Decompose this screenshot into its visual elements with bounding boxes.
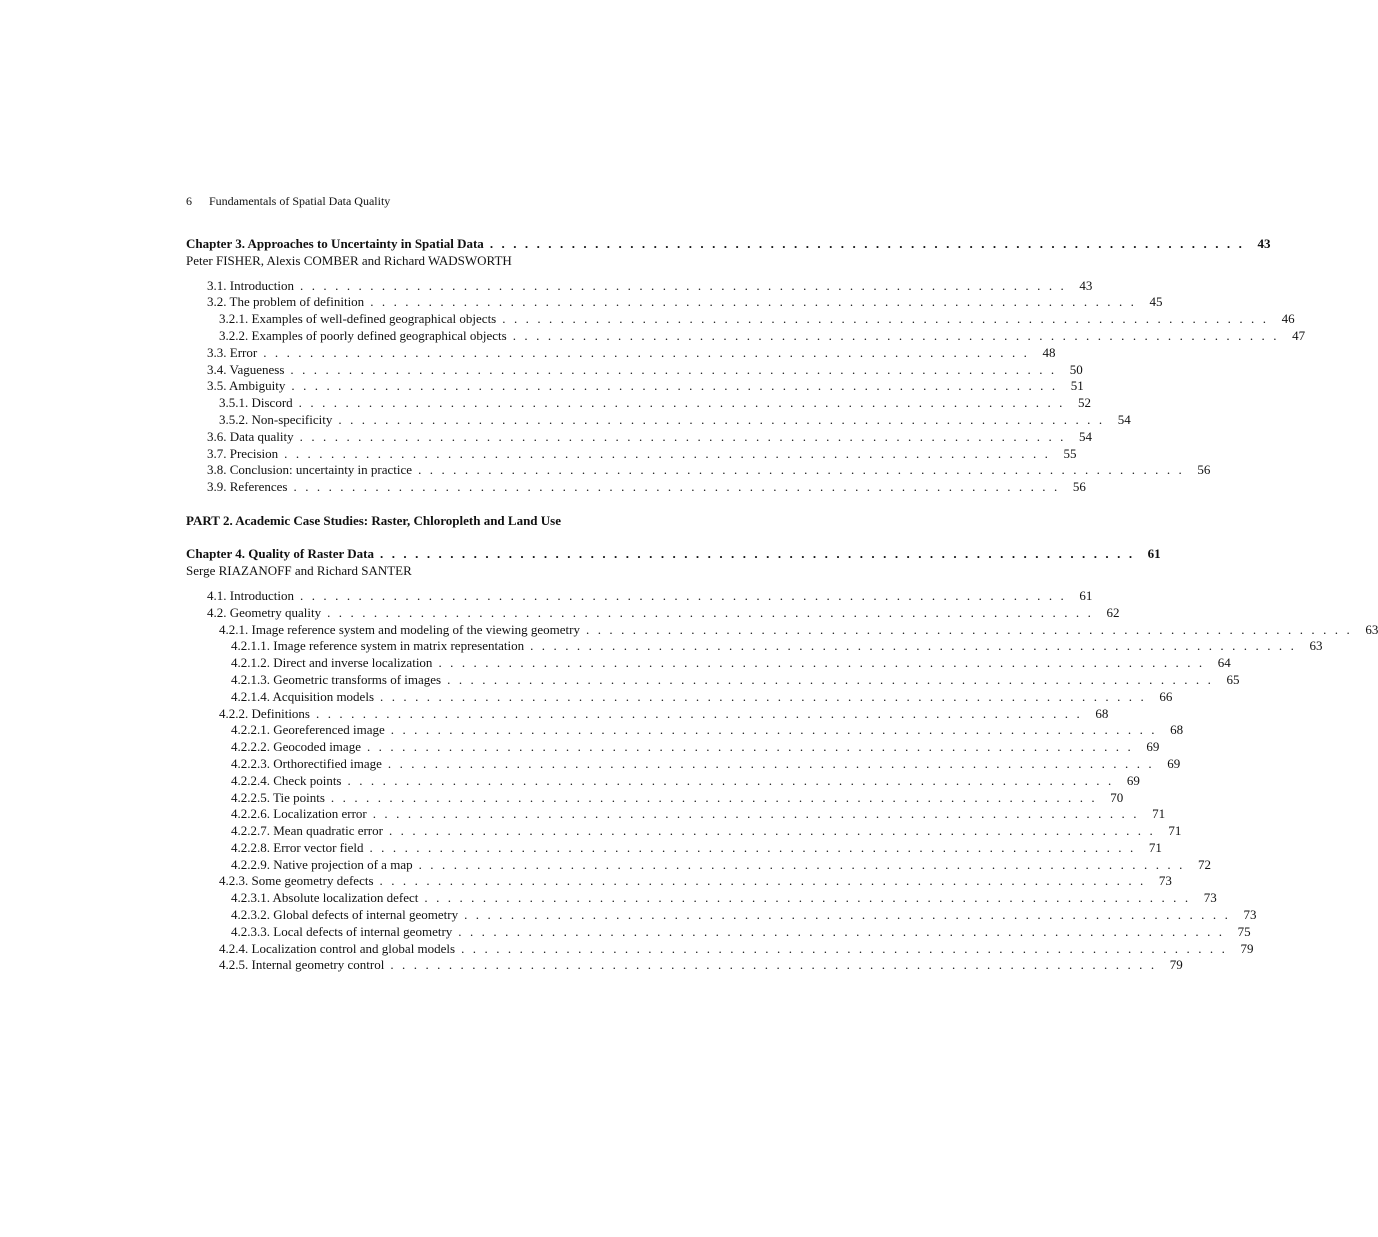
entry-page: 62 (1106, 604, 1120, 620)
part-2-heading: PART 2. Academic Case Studies: Raster, Chloropleth and Land Use (186, 512, 562, 528)
entry-title: 4.2.3. Some geometry defects (219, 873, 374, 889)
toc-entry[interactable] (186, 294, 1163, 311)
toc-entry[interactable] (186, 479, 1086, 496)
dot-leader: . . . . . . . . . . . . . . . . . . . . . . . . . . . . . . . . . . . . . . . . . . . . . . . . . . . . . . . . . . . . . . . . . . (316, 705, 1083, 721)
entry-title: 3.8. Conclusion: uncertainty in practice (207, 462, 413, 478)
dot-leader: . . . . . . . . . . . . . . . . . . . . . . . . . . . . . . . . . . . . . . . . . . . . . . . . . . . . . . . . . . . . . . . . . . (418, 462, 1185, 478)
entry-title: 4.2.5. Internal geometry control (219, 957, 385, 973)
chapter-3-heading[interactable] (186, 236, 1271, 253)
dot-leader: . . . . . . . . . . . . . . . . . . . . . . . . . . . . . . . . . . . . . . . . . . . . . . . . . . . . . . . . . . . . . . . . . . (388, 823, 1156, 839)
entry-page: 69 (1146, 739, 1160, 755)
toc-entry[interactable] (186, 277, 1093, 295)
toc-entry[interactable] (186, 604, 1120, 622)
dot-leader: . . . . . . . . . . . . . . . . . . . . . . . . . . . . . . . . . . . . . . . . . . . . . . . . . . . . . . . . . . . . . . . . . . (512, 327, 1280, 343)
dot-leader: . . . . . . . . . . . . . . . . . . . . . . . . . . . . . . . . . . . . . . . . . . . . . . . . . . . . . . . . . . . . . . . . . . (379, 873, 1146, 889)
dot-leader: . . . . . . . . . . . . . . . . . . . . . . . . . . . . . . . . . . . . . . . . . . . . . . . . . . . . . . . . . . . . . . . . . . (300, 277, 1067, 293)
entry-title: 3.2. The problem of definition (207, 294, 365, 310)
entry-title: 3.3. Error (207, 344, 258, 360)
toc-entry[interactable] (186, 940, 1254, 958)
entry-title: 4.2.3.3. Local defects of internal geometry (231, 923, 453, 939)
dot-leader: . . . . . . . . . . . . . . . . . . . . . . . . . . . . . . . . . . . . . . . . . . . . . . . . . . . . . . . . . . . . . . . . . . (370, 294, 1137, 310)
entry-page: 66 (1159, 688, 1173, 704)
dot-leader: . . . . . . . . . . . . . . . . . . . . . . . . . . . . . . . . . . . . . . . . . . . . . . . . . . . . . . . . . . . . . . . . . . (263, 344, 1030, 360)
dot-leader: . . . . . . . . . . . . . . . . . . . . . . . . . . . . . . . . . . . . . . . . . . . . . . . . . . . . . . . . . . . . . . . . . . (300, 587, 1067, 603)
toc-entry[interactable] (186, 378, 1084, 395)
toc-entry[interactable] (186, 688, 1173, 706)
entry-title: 4.2.3.1. Absolute localization defect (231, 890, 419, 906)
dot-leader: . . . . . . . . . . . . . . . . . . . . . . . . . . . . . . . . . . . . . . . . . . . . . . . . . . . . . . . . . . . . . . . . . . (586, 621, 1353, 637)
chapter-3-entries (186, 277, 1306, 496)
dot-leader: . . . . . . . . . . . . . . . . . . . . . . . . . . . . . . . . . . . . . . . . . . . . . . . . . . . . . . . . . . . . . . . . . . (390, 957, 1157, 973)
entry-page: 79 (1169, 957, 1183, 973)
entry-title: 4.2.1. Image reference system and modeling of the viewing geometry (219, 621, 580, 637)
entry-title: 3.5.1. Discord (219, 395, 293, 411)
toc-entry[interactable] (186, 638, 1323, 655)
toc-entry[interactable] (186, 823, 1182, 840)
toc-entry[interactable] (186, 739, 1160, 756)
dot-leader: . . . . . . . . . . . . . . . . . . . . . . . . . . . . . . . . . . . . . . . . . . . . . . . . . . . . . . . . . . . . . . . . . . (530, 638, 1297, 654)
toc-entry[interactable] (186, 856, 1211, 874)
entry-page: 73 (1243, 907, 1257, 923)
entry-page: 47 (1292, 327, 1306, 343)
entry-page: 75 (1237, 923, 1251, 939)
toc-entry[interactable] (186, 327, 1306, 345)
entry-title: 3.2.2. Examples of poorly defined geographical objects (219, 327, 507, 343)
entry-title: 3.1. Introduction (207, 277, 295, 293)
dot-leader: . . . . . . . . . . . . . . . . . . . . . . . . . . . . . . . . . . . . . . . . . . . . . . . . . . . . . . . . . . . . . . . . . . (330, 789, 1098, 805)
toc-entry[interactable] (186, 755, 1181, 773)
entry-page: 65 (1226, 671, 1240, 687)
dot-leader: . . . . . . . . . . . . . . . . . . . . . . . . . . . . . . . . . . . . . . . . . . . . . . . . . . . . . . . . . . . . . . . . . . (290, 361, 1057, 377)
toc-entry[interactable] (186, 587, 1093, 605)
toc-entry[interactable] (186, 806, 1166, 823)
entry-title: 3.5.2. Non-specificity (219, 411, 333, 427)
toc-entry[interactable] (186, 395, 1092, 412)
toc-entry[interactable] (186, 923, 1251, 941)
toc-entry[interactable] (186, 705, 1109, 723)
entry-page: 61 (1079, 587, 1093, 603)
chapter-title: Chapter 3. Approaches to Uncertainty in Spatial Data (186, 236, 484, 251)
toc-entry[interactable] (186, 722, 1184, 739)
toc-entry[interactable] (186, 445, 1077, 463)
toc-entry[interactable] (186, 789, 1124, 807)
entry-page: 70 (1110, 789, 1124, 805)
entry-title: 3.5. Ambiguity (207, 378, 286, 394)
dot-leader: . . . . . . . . . . . . . . . . . . . . . . . . . . . . . . . . . . . . . . . . . . . . . . . . . . . . . . . . . . . . . . . . . . (347, 772, 1114, 788)
entry-page: 71 (1152, 806, 1166, 822)
entry-title: 4.2.3.2. Global defects of internal geometry (231, 907, 459, 923)
entry-title: 4.2.2. Definitions (219, 705, 310, 721)
toc-entry[interactable] (186, 462, 1211, 479)
entry-title: 4.2.2.1. Georeferenced image (231, 722, 385, 738)
entry-page: 54 (1117, 411, 1131, 427)
dot-leader: . . . . . . . . . . . . . . . . . . . . . . . . . . . . . . . . . . . . . . . . . . . . . . . . . . . . . . . . . . . . . . . . . . (291, 378, 1058, 394)
page-header (186, 194, 390, 209)
entry-title: 3.7. Precision (207, 445, 279, 461)
toc-entry[interactable] (186, 344, 1056, 362)
entry-title: 4.2.2.7. Mean quadratic error (231, 823, 383, 839)
toc-entry[interactable] (186, 621, 1378, 639)
dot-leader: . . . . . . . . . . . . . . . . . . . . . . . . . . . . . . . . . . . . . . . . . . . . . . . . . . . . . . . . . . . . . . . . . . (458, 923, 1225, 939)
entry-page: 63 (1365, 621, 1378, 637)
entry-title: 3.6. Data quality (207, 428, 294, 444)
toc-entry[interactable] (186, 655, 1231, 672)
toc-entry[interactable] (186, 772, 1140, 790)
toc-entry[interactable] (186, 311, 1295, 328)
dot-leader: . . . . . . . . . . . . . . . . . . . . . . . . . . . . . . . . . . . . . . . . . . . . . . . . . . . . . . . . . . . . . . . . . . (380, 688, 1147, 704)
dot-leader: . . . . . . . . . . . . . . . . . . . . . . . . . . . . . . . . . . . . . . . . . . . . . . . . . . . . . . . . . . . . . . . . . . (464, 907, 1231, 923)
entry-page: 68 (1170, 722, 1184, 738)
table-of-contents (186, 236, 1378, 974)
entry-page: 55 (1063, 445, 1077, 461)
entry-page: 71 (1148, 839, 1162, 855)
toc-entry[interactable] (186, 671, 1240, 689)
toc-entry[interactable] (186, 839, 1162, 857)
entry-title: 4.2. Geometry quality (207, 604, 322, 620)
entry-title: 3.2.1. Examples of well-defined geographical objects (219, 311, 497, 327)
entry-page: 73 (1158, 873, 1172, 889)
dot-leader: . . . . . . . . . . . . . . . . . . . . . . . . . . . . . . . . . . . . . . . . . . . . . . . . . . . . . . . . . . . . . . . . . . (372, 806, 1140, 822)
entry-page: 72 (1197, 856, 1211, 872)
dot-leader: . . . . . . . . . . . . . . . . . . . . . . . . . . . . . . . . . . . . . . . . . . . . . . . . . . . . . . . . . . . . . . . . . . (461, 940, 1228, 956)
entry-title: 4.2.1.3. Geometric transforms of images (231, 671, 442, 687)
entry-title: 4.2.2.9. Native projection of a map (231, 856, 413, 872)
chapter-title: Chapter 4. Quality of Raster Data (186, 546, 375, 562)
dot-leader: . . . . . . . . . . . . . . . . . . . . . . . . . . . . . . . . . . . . . . . . . . . . . . . . . . . . . . . . . . . . . . . . . . (418, 856, 1185, 872)
dot-leader: . . . . . . . . . . . . . . . . . . . . . . . . . . . . . . . . . . . . . . . . . . . . . . . . . . . . . . . . . . . . . . . . . . (390, 722, 1158, 738)
entry-title: 4.2.2.5. Tie points (231, 789, 325, 805)
dot-leader: . . . . . . . . . . . . . . . . . . . . . . . . . . . . . . . . . . . . . . . . . . . . . . . . . . . . . . . . . . . . . . . . . . (284, 445, 1051, 461)
entry-page: 45 (1149, 294, 1163, 310)
entry-page: 79 (1240, 940, 1254, 956)
entry-title: 4.2.2.8. Error vector field (231, 839, 364, 855)
entry-page: 56 (1072, 479, 1086, 495)
dot-leader: . . . . . . . . . . . . . . . . . . . . . . . . . . . . . . . . . . . . . . . . . . . . . . . . . . . . . . . . . . . . . . . . . (380, 546, 1135, 562)
entry-page: 69 (1167, 755, 1181, 771)
toc-entry[interactable] (186, 411, 1131, 429)
dot-leader: . . . . . . . . . . . . . . . . . . . . . . . . . . . . . . . . . . . . . . . . . . . . . . . . . . . . . . . . . . . . . . . . . . (338, 411, 1105, 427)
dot-leader: . . . . . . . . . . . . . . . . . . . . . . . . . . . . . . . . . . . . . . . . . . . . . . . . . . . . . . . . . . . . . . . . . . (366, 739, 1134, 755)
entry-page: 54 (1079, 428, 1093, 444)
entry-title: 4.2.2.4. Check points (231, 772, 342, 788)
dot-leader: . . . . . . . . . . . . . . . . . . . . . . . . . . . . . . . . . . . . . . . . . . . . . . . . . . . . . . . . . . . . . . . . . . (424, 890, 1191, 906)
entry-title: 4.2.1.4. Acquisition models (231, 688, 374, 704)
dot-leader: . . . . . . . . . . . . . . . . . . . . . . . . . . . . . . . . . . . . . . . . . . . . . . . . . . . . . . . . . . . . . . . . . . (327, 604, 1094, 620)
chapter-4-entries (186, 587, 1378, 974)
entry-page: 52 (1078, 395, 1092, 411)
dot-leader: . . . . . . . . . . . . . . . . . . . . . . . . . . . . . . . . . . . . . . . . . . . . . . . . . . . . . . . . . . . . . . . . . . (369, 839, 1136, 855)
running-title: Fundamentals of Spatial Data Quality (209, 194, 391, 208)
entry-page: 63 (1309, 638, 1323, 654)
dot-leader: . . . . . . . . . . . . . . . . . . . . . . . . . . . . . . . . . . . . . . . . . . . . . . . . . . . . . . . . . . . . . . . . . . (502, 311, 1269, 327)
entry-page: 71 (1168, 823, 1182, 839)
entry-title: 4.1. Introduction (207, 587, 295, 603)
entry-page: 50 (1069, 361, 1083, 377)
dot-leader: . . . . . . . . . . . . . . . . . . . . . . . . . . . . . . . . . . . . . . . . . . . . . . . . . . . . . . . . . . . . . . . . . . (447, 671, 1214, 687)
dot-leader: . . . . . . . . . . . . . . . . . . . . . . . . . . . . . . . . . . . . . . . . . . . . . . . . . . . . . . . . . . . . . . . . . . (299, 428, 1067, 444)
toc-entry[interactable] (186, 361, 1083, 379)
dot-leader: . . . . . . . . . . . . . . . . . . . . . . . . . . . . . . . . . . . . . . . . . . . . . . . . . . . . . . . . . . . . . . . . . . (298, 395, 1066, 411)
dot-leader: . . . . . . . . . . . . . . . . . . . . . . . . . . . . . . . . . . . . . . . . . . . . . . . . . . . . . . . . . . . . . . . . . (489, 236, 1245, 251)
chapter-4-authors: Serge RIAZANOFF and Richard SANTER (186, 563, 412, 579)
entry-page: 46 (1281, 311, 1295, 327)
entry-title: 4.2.2.3. Orthorectified image (231, 755, 382, 771)
dot-leader: . . . . . . . . . . . . . . . . . . . . . . . . . . . . . . . . . . . . . . . . . . . . . . . . . . . . . . . . . . . . . . . . . . (293, 479, 1060, 495)
entry-page: 48 (1042, 344, 1056, 360)
chapter-3-authors: Peter FISHER, Alexis COMBER and Richard WADSWORTH (186, 252, 512, 268)
chapter-page: 43 (1257, 236, 1271, 251)
entry-title: 4.2.2.6. Localization error (231, 806, 367, 822)
page-number: 6 (186, 194, 192, 208)
entry-title: 3.4. Vagueness (207, 361, 285, 377)
chapter-page: 61 (1147, 546, 1161, 562)
toc-entry[interactable] (186, 890, 1217, 907)
toc-entry[interactable] (186, 873, 1172, 890)
entry-page: 68 (1095, 705, 1109, 721)
entry-page: 56 (1197, 462, 1211, 478)
dot-leader: . . . . . . . . . . . . . . . . . . . . . . . . . . . . . . . . . . . . . . . . . . . . . . . . . . . . . . . . . . . . . . . . . . (438, 655, 1205, 671)
entry-page: 73 (1203, 890, 1217, 906)
entry-page: 69 (1126, 772, 1140, 788)
entry-page: 51 (1070, 378, 1084, 394)
entry-title: 4.2.1.2. Direct and inverse localization (231, 655, 433, 671)
dot-leader: . . . . . . . . . . . . . . . . . . . . . . . . . . . . . . . . . . . . . . . . . . . . . . . . . . . . . . . . . . . . . . . . . . (387, 755, 1155, 771)
toc-entry[interactable] (186, 428, 1093, 446)
entry-page: 64 (1217, 655, 1231, 671)
entry-title: 4.2.4. Localization control and global models (219, 940, 456, 956)
entry-title: 4.2.2.2. Geocoded image (231, 739, 361, 755)
entry-title: 3.9. References (207, 479, 288, 495)
toc-entry[interactable] (186, 907, 1257, 924)
toc-entry[interactable] (186, 957, 1183, 974)
entry-page: 43 (1079, 277, 1093, 293)
chapter-4-heading[interactable] (186, 546, 1161, 563)
entry-title: 4.2.1.1. Image reference system in matrix representation (231, 638, 525, 654)
